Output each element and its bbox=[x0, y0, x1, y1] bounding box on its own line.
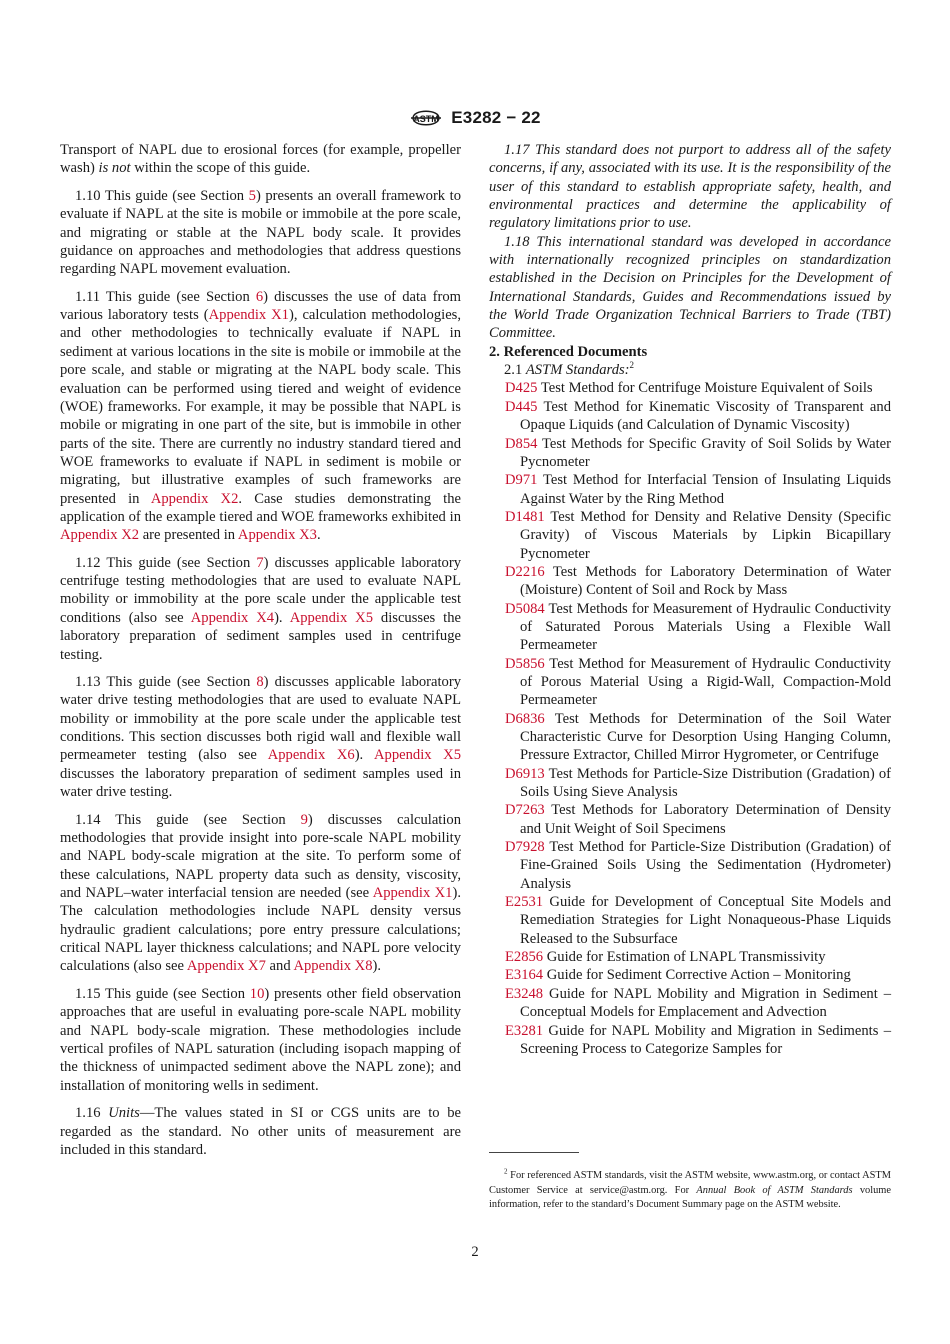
reference-code-link[interactable]: D1481 bbox=[505, 508, 545, 525]
astm-logo-icon bbox=[409, 104, 443, 132]
left-column bbox=[60, 141, 461, 1168]
reference-item bbox=[489, 600, 891, 655]
reference-code-link[interactable]: E3248 bbox=[505, 985, 544, 1002]
paragraph-1-10: 1.10 This guide (see Section 5) presents an overall framework to evaluate if NAPL at the site is mobile or immobile at the pore scale, and migrating or stable at the NAPL body scale. It provides guidance on approaches and methodologies that address questions regarding NAPL movement evaluation. bbox=[60, 187, 461, 278]
appendix-link[interactable]: Appendix X4 bbox=[190, 609, 275, 626]
section-link[interactable]: 8 bbox=[256, 674, 264, 691]
appendix-link[interactable]: Appendix X2 bbox=[60, 527, 140, 544]
reference-title: Test Method for Kinematic Viscosity of Transparent and Opaque Liquids (and Calculation of Dynamic Viscosity) bbox=[520, 398, 891, 434]
reference-title: Test Method for Centrifuge Moisture Equivalent of Soils bbox=[537, 380, 873, 397]
reference-title: Test Methods for Measurement of Hydraulic Conductivity of Saturated Porous Materials Using a Flexible Wall Permeameter bbox=[520, 600, 891, 654]
reference-code-link[interactable]: D6836 bbox=[505, 710, 545, 727]
paragraph-1-14: 1.14 This guide (see Section 9) discusses calculation methodologies that provide insight into pore-scale NAPL mobility and NAPL body-scale migration at the site. To perform some of these calculations, NAPL property data such as density, viscosity, and NAPL–water interfacial tension are needed (see Appendix X1). The calculation methodologies include NAPL density versus hydraulic gradient calculations; pore entry pressure calculations; critical NAPL layer thickness calculations; and NAPL pore velocity calculations (also see Appendix X7 and Appendix X8). bbox=[60, 811, 462, 975]
page-header bbox=[0, 103, 950, 133]
svg-text:ASTM: ASTM bbox=[413, 114, 440, 124]
reference-code-link[interactable]: D425 bbox=[505, 380, 538, 397]
reference-title: Test Methods for Laboratory Determination of Water (Moisture) Content of Soil and Rock by Mass bbox=[520, 563, 891, 599]
reference-item bbox=[489, 379, 891, 397]
reference-item bbox=[489, 435, 891, 472]
paragraph-continued: Transport of NAPL due to erosional forces (for example, propeller wash) is not within the scope of this guide. bbox=[60, 142, 461, 177]
reference-title: Test Method for Particle-Size Distribution (Gradation) of Fine-Grained Soils Using the Sedimentation (Hydrometer) Analysis bbox=[520, 839, 891, 892]
reference-code-link[interactable]: D445 bbox=[505, 398, 538, 415]
reference-code-link[interactable]: E2856 bbox=[505, 949, 544, 966]
reference-item bbox=[489, 398, 891, 435]
reference-code-link[interactable]: D5084 bbox=[505, 600, 545, 617]
reference-item bbox=[489, 710, 891, 765]
reference-item bbox=[489, 1022, 891, 1059]
section-link[interactable]: 5 bbox=[248, 187, 256, 204]
reference-title: Guide for NAPL Mobility and Migration in Sediment – Conceptual Models for Emplacement and Advection bbox=[520, 985, 891, 1021]
section-link[interactable]: 9 bbox=[300, 811, 308, 828]
paragraph-1-13: 1.13 This guide (see Section 8) discusses applicable laboratory water drive testing methodologies that are used to evaluate NAPL mobility or immobility at the pore scale under the applicable test conditions. This section discusses both rigid wall and flexible wall permeameter testing (also see Appendix X6). Appendix X5 discusses the laboratory preparation of sediment samples used in water drive testing. bbox=[60, 674, 462, 801]
section-link[interactable]: 10 bbox=[249, 985, 265, 1002]
standard-designation: E3282 − 22 bbox=[451, 108, 541, 127]
reference-title: Guide for NAPL Mobility and Migration in Sediments – Screening Process to Categorize Samples for bbox=[520, 1022, 891, 1057]
section-link[interactable]: 7 bbox=[256, 554, 264, 571]
reference-title: Test Methods for Particle-Size Distribution (Gradation) of Soils Using Sieve Analysis bbox=[520, 765, 891, 801]
appendix-link[interactable]: Appendix X7 bbox=[186, 958, 266, 975]
appendix-link[interactable]: Appendix X6 bbox=[267, 747, 355, 764]
reference-title: Test Method for Interfacial Tension of Insulating Liquids Against Water by the Ring Method bbox=[520, 472, 891, 507]
reference-code-link[interactable]: D7928 bbox=[505, 839, 545, 856]
reference-code-link[interactable]: E3164 bbox=[505, 967, 544, 984]
appendix-link[interactable]: Appendix X1 bbox=[208, 307, 289, 324]
reference-title: Guide for Development of Conceptual Site Models and Remediation Strategies for Light Nonaqueous-Phase Liquids Released to the Subsurface bbox=[520, 894, 891, 947]
reference-code-link[interactable]: E3281 bbox=[505, 1022, 544, 1039]
reference-title: Test Method for Density and Relative Density (Specific Gravity) of Viscous Materials by Lipkin Bicapillary Pycnometer bbox=[520, 508, 891, 562]
reference-item bbox=[489, 508, 891, 563]
reference-code-link[interactable]: D854 bbox=[505, 435, 538, 452]
paragraph-1-11: 1.11 This guide (see Section 6) discusses the use of data from various laboratory tests (Appendix X1), calculation methodologies, and other methodologies to technically evaluate if NAPL in sediment at various locations in the site is mobile or immobile at the pore scale, and stable or migrating at the NAPL body scale. This evaluation can be performed using tiered and weight of evidence (WOE) frameworks. For example, it may be possible that NAPL is mobile or migrating in one part of the site, but is immobile in other parts of the site. There are currently no industry standard tiered and WOE frameworks to evaluate if NAPL in sediment is mobile or migrating, but illustrative examples of such frameworks are presented in Appendix X2. Case studies demonstrating the application of the example tiered and WOE frameworks exhibited in Appendix X2 are presented in Appendix X3. bbox=[60, 288, 462, 544]
appendix-link[interactable]: Appendix X5 bbox=[289, 609, 373, 626]
reference-code-link[interactable]: E2531 bbox=[505, 894, 544, 911]
reference-title: Test Methods for Laboratory Determination of Density and Unit Weight of Soil Specimens bbox=[520, 802, 891, 837]
reference-item bbox=[489, 655, 891, 710]
paragraph-1-18: 1.18 This international standard was developed in accordance with internationally recognized principles on standardization established in the Decision on Principles for the Development of International Standards, Guides and Recommendations issued by the World Trade Organization Technical Barriers to Trade (TBT) Committee. bbox=[489, 233, 891, 342]
page-number: 2 bbox=[471, 1244, 479, 1260]
appendix-link[interactable]: Appendix X3 bbox=[237, 527, 317, 544]
paragraph-1-12: 1.12 This guide (see Section 7) discusses applicable laboratory centrifuge testing methodologies that are used to evaluate NAPL mobility or immobility at the pore scale under the applicable test conditions (also see Appendix X4). Appendix X5 discusses the laboratory preparation of sediment samples used in centrifuge testing. bbox=[60, 554, 462, 663]
appendix-link[interactable]: Appendix X5 bbox=[374, 747, 461, 764]
reference-item bbox=[489, 838, 891, 893]
reference-code-link[interactable]: D5856 bbox=[505, 655, 545, 672]
appendix-link[interactable]: Appendix X1 bbox=[372, 885, 453, 901]
footnote: $^2$ For referenced ASTM standards, visit the ASTM website, www.astm.org, or contact ASTM Customer Service at service@astm.org. For Annual Book of ASTM Standards volume information, refer to the standard’s Document Summary page on the ASTM website. bbox=[489, 1167, 891, 1211]
reference-item bbox=[489, 948, 891, 966]
section-heading: 2. Referenced Documents bbox=[489, 343, 648, 360]
subsection-2-1: 2.1 ASTM Standards:$^2$ bbox=[504, 360, 635, 379]
reference-item bbox=[489, 801, 891, 838]
paragraph-1-15: 1.15 This guide (see Section 10) presents other field observation approaches that are useful in evaluating pore-scale NAPL mobility and NAPL body-scale migration. These methodologies include vertical profiles of NAPL saturation (including isopach mapping of the thickness of unimpacted sediment above the NAPL zone); and installation of monitoring wells in sediment. bbox=[60, 985, 461, 1094]
section-link[interactable]: 6 bbox=[255, 288, 264, 305]
reference-title: Guide for Sediment Corrective Action – Monitoring bbox=[543, 967, 851, 984]
reference-item bbox=[489, 765, 891, 802]
reference-item bbox=[489, 966, 891, 984]
appendix-link[interactable]: Appendix X8 bbox=[293, 958, 373, 975]
reference-item bbox=[489, 471, 891, 508]
reference-title: Test Method for Measurement of Hydraulic Conductivity of Porous Material Using a Rigid-Wall, Compaction-Mold Permeameter bbox=[520, 655, 891, 709]
footnote-divider bbox=[489, 1152, 579, 1153]
reference-code-link[interactable]: D7263 bbox=[505, 802, 545, 819]
paragraph-1-16: 1.16 Units—The values stated in SI or CGS units are to be regarded as the standard. No other units of measurement are included in this standard. bbox=[60, 1105, 461, 1158]
reference-title: Test Methods for Specific Gravity of Soil Solids by Water Pycnometer bbox=[520, 435, 891, 470]
reference-code-link[interactable]: D971 bbox=[505, 472, 538, 489]
reference-title: Guide for Estimation of LNAPL Transmissivity bbox=[543, 949, 826, 966]
paragraph-1-17: 1.17 This standard does not purport to address all of the safety concerns, if any, associated with its use. It is the responsibility of the user of this standard to establish appropriate safety, health, and environmental practices and determine the applicability of regulatory limitations prior to use. bbox=[489, 142, 891, 232]
referenced-documents-list bbox=[489, 379, 891, 1058]
reference-item bbox=[489, 985, 891, 1022]
reference-item bbox=[489, 563, 891, 600]
reference-item bbox=[489, 893, 891, 948]
right-column bbox=[489, 141, 891, 1058]
reference-title: Test Methods for Determination of the Soil Water Characteristic Curve for Desorption Using Hanging Column, Pressure Extractor, Chilled Mirror Hygrometer, or Centrifuge bbox=[520, 710, 891, 764]
reference-code-link[interactable]: D2216 bbox=[505, 563, 545, 580]
appendix-link[interactable]: Appendix X2 bbox=[150, 490, 239, 507]
reference-code-link[interactable]: D6913 bbox=[505, 765, 545, 782]
